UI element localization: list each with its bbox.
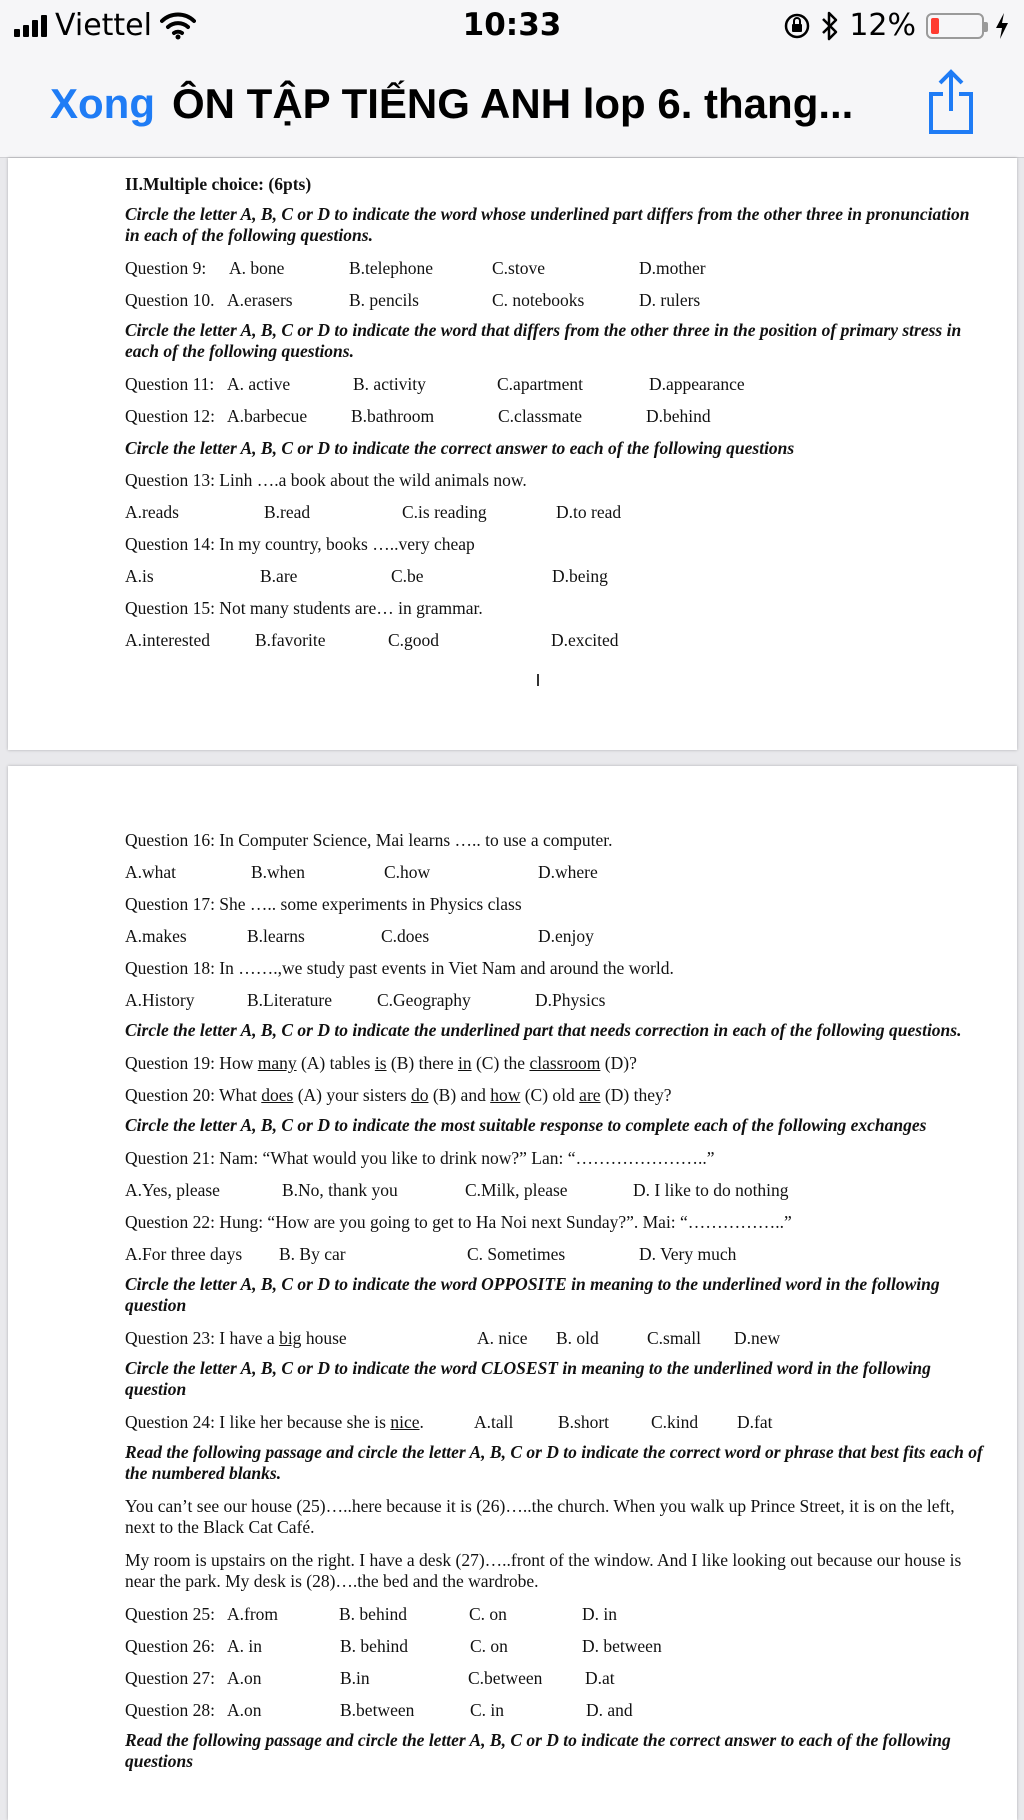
question-14-options <box>125 560 985 592</box>
option-d: D.enjoy <box>538 926 594 946</box>
question-17-stem: Question 17: She ….. some experiments in Physics class <box>125 894 522 914</box>
option-c: C.apartment <box>497 374 584 394</box>
passage-paragraph: My room is upstairs on the right. I have a desk (27)…..front of the window. And I like looking out because our house is near the park. My desk is (28)….the bed and the wardrobe. <box>125 1550 962 1591</box>
option-a: A.tall <box>474 1412 514 1432</box>
question-label: Question 26: <box>125 1636 215 1656</box>
passage-paragraph: You can’t see our house (25)…..here because it is (26)…..the church. When you walk up Prince Street, it is on the left, next to the Black Cat Café. <box>125 1496 955 1537</box>
question-label: Question 27: <box>125 1668 215 1688</box>
nav-bar <box>0 50 1024 158</box>
option-b: B. pencils <box>349 290 419 310</box>
page-2-content <box>125 824 985 1778</box>
question-10 <box>125 284 985 316</box>
option-a: A.interested <box>125 630 211 650</box>
option-b: B.bathroom <box>351 406 435 426</box>
option-c: C. on <box>469 1604 507 1624</box>
instruction: Circle the letter A, B, C or D to indicate the word whose underlined part differs from the other three in pronunciation in each of the following questions. <box>125 204 970 245</box>
option-d: D.behind <box>646 406 711 426</box>
document-page-2[interactable] <box>8 766 1017 1820</box>
option-a: A.Yes, please <box>125 1180 220 1200</box>
option-a: A.erasers <box>227 290 293 310</box>
question-13-stem: Question 13: Linh ….a book about the wild animals now. <box>125 470 527 490</box>
status-bar <box>0 0 1024 50</box>
question-15-options <box>125 624 985 656</box>
option-c: C.stove <box>492 258 545 278</box>
text-cursor <box>537 674 539 686</box>
option-b: B.learns <box>247 926 305 946</box>
question-label: Question 9: <box>125 258 207 278</box>
option-d: D. between <box>582 1636 662 1656</box>
option-a: A.For three days <box>125 1244 243 1264</box>
option-a: A. nice <box>477 1328 528 1348</box>
option-c: C.does <box>381 926 430 946</box>
question-11 <box>125 368 985 400</box>
question-label: Question 25: <box>125 1604 215 1624</box>
option-c: C. on <box>470 1636 508 1656</box>
option-d: D. and <box>586 1700 633 1720</box>
option-d: D. in <box>582 1604 617 1624</box>
instruction: Read the following passage and circle the letter A, B, C or D to indicate the correct answer to each of the following questions <box>125 1730 951 1771</box>
option-b: B. By car <box>279 1244 346 1264</box>
status-right <box>783 8 1010 43</box>
question-26 <box>125 1630 985 1662</box>
option-a: A.from <box>227 1604 279 1624</box>
option-d: D. Very much <box>639 1244 737 1264</box>
question-9 <box>125 252 985 284</box>
option-a: A. in <box>227 1636 262 1656</box>
page-1-content <box>125 168 985 656</box>
option-c: C.how <box>384 862 431 882</box>
instruction: Circle the letter A, B, C or D to indicate the underlined part that needs correction in each of the following questions. <box>125 1020 962 1040</box>
bluetooth-icon <box>821 11 839 41</box>
question-label: Question 12: <box>125 406 215 426</box>
option-d: D. I like to do nothing <box>633 1180 789 1200</box>
option-c: C.kind <box>651 1412 699 1432</box>
option-a: A.on <box>227 1700 262 1720</box>
question-label: Question 28: <box>125 1700 215 1720</box>
question-label: Question 11: <box>125 374 215 394</box>
option-d: D.new <box>734 1328 781 1348</box>
clock: 10:33 <box>462 7 562 43</box>
option-a: A.makes <box>125 926 187 946</box>
question-28 <box>125 1694 985 1726</box>
option-b: B.short <box>558 1412 610 1432</box>
question-27 <box>125 1662 985 1694</box>
instruction: Circle the letter A, B, C or D to indicate the correct answer to each of the following questions <box>125 438 795 458</box>
option-d: D.excited <box>551 630 619 650</box>
option-a: A.is <box>125 566 154 586</box>
option-a: A.what <box>125 862 177 882</box>
option-b: B.read <box>264 502 311 522</box>
option-c: C.be <box>391 566 424 586</box>
option-b: B. behind <box>339 1604 408 1624</box>
question-13-options <box>125 496 985 528</box>
option-d: D. rulers <box>639 290 701 310</box>
option-d: D.appearance <box>649 374 745 394</box>
question-14-stem: Question 14: In my country, books …..very cheap <box>125 534 475 554</box>
question-25 <box>125 1598 985 1630</box>
battery-icon <box>926 13 984 39</box>
question-21-options <box>125 1174 985 1206</box>
instruction: Circle the letter A, B, C or D to indicate the word that differs from the other three in the position of primary stress in each of the following questions. <box>125 320 962 361</box>
question-20: Question 20: What does (A) your sisters do (B) and how (C) old are (D) they? <box>125 1085 672 1105</box>
option-b: B. old <box>556 1328 599 1348</box>
option-b: B.when <box>251 862 305 882</box>
option-b: B.telephone <box>349 258 434 278</box>
option-b: B.in <box>340 1668 370 1688</box>
instruction: Circle the letter A, B, C or D to indicate the word OPPOSITE in meaning to the underlined word in the following question <box>125 1274 940 1315</box>
option-c: C.good <box>388 630 440 650</box>
instruction: Read the following passage and circle the letter A, B, C or D to indicate the correct word or phrase that best fits each of the numbered blanks. <box>125 1442 983 1483</box>
option-a: A. bone <box>229 258 285 278</box>
question-23: Question 23: I have a big house A. nice B. old C.small D.new <box>125 1322 985 1354</box>
option-d: D.at <box>585 1668 615 1688</box>
option-c: C.classmate <box>498 406 583 426</box>
question-18-options <box>125 984 985 1016</box>
option-d: D.Physics <box>535 990 606 1010</box>
option-a: A.barbecue <box>227 406 308 426</box>
option-b: B.between <box>340 1700 415 1720</box>
option-c: C. Sometimes <box>467 1244 566 1264</box>
option-b: B.No, thank you <box>282 1180 398 1200</box>
charging-icon <box>994 12 1010 40</box>
question-16-stem: Question 16: In Computer Science, Mai learns ….. to use a computer. <box>125 830 613 850</box>
option-c: C.small <box>647 1328 701 1348</box>
option-a: A.reads <box>125 502 179 522</box>
question-24: Question 24: I like her because she is nice. A.tall B.short C.kind D.fat <box>125 1406 985 1438</box>
carrier-name: Viettel <box>55 8 152 43</box>
option-c: C.is reading <box>402 502 487 522</box>
question-22-options <box>125 1238 985 1270</box>
orientation-lock-icon <box>783 12 811 40</box>
option-c: C. in <box>470 1700 505 1720</box>
option-d: D.where <box>538 862 598 882</box>
question-15-stem: Question 15: Not many students are… in grammar. <box>125 598 483 618</box>
option-d: D.to read <box>556 502 622 522</box>
question-21-stem: Question 21: Nam: “What would you like to drink now?” Lan: “…………………..” <box>125 1148 715 1168</box>
option-a: A.History <box>125 990 195 1010</box>
share-icon[interactable] <box>926 66 976 136</box>
option-a: A.on <box>227 1668 262 1688</box>
question-label: Question 10. <box>125 290 215 310</box>
question-18-stem: Question 18: In …….,we study past events in Viet Nam and around the world. <box>125 958 674 978</box>
option-d: D.mother <box>639 258 706 278</box>
option-b: B. behind <box>340 1636 409 1656</box>
section-heading: II.Multiple choice: (6pts) <box>125 174 312 194</box>
option-c: C.between <box>468 1668 543 1688</box>
battery-percent: 12% <box>849 8 916 43</box>
instruction: Circle the letter A, B, C or D to indicate the most suitable response to complete each of the following exchanges <box>125 1115 927 1135</box>
instruction: Circle the letter A, B, C or D to indicate the word CLOSEST in meaning to the underlined word in the following question <box>125 1358 931 1399</box>
document-title: ÔN TẬP TIẾNG ANH lop 6. thang... <box>172 80 854 127</box>
option-c: C.Milk, please <box>465 1180 568 1200</box>
option-d: D.being <box>552 566 608 586</box>
question-22-stem: Question 22: Hung: “How are you going to get to Ha Noi next Sunday?”. Mai: “……………..” <box>125 1212 792 1232</box>
question-17-options <box>125 920 985 952</box>
option-b: B.are <box>260 566 298 586</box>
question-12 <box>125 400 985 432</box>
option-c: C.Geography <box>377 990 471 1010</box>
option-c: C. notebooks <box>492 290 585 310</box>
option-a: A. active <box>227 374 291 394</box>
question-19: Question 19: How many (A) tables is (B) there in (C) the classroom (D)? <box>125 1053 637 1073</box>
question-16-options <box>125 856 985 888</box>
done-button[interactable]: Xong <box>50 80 155 127</box>
option-b: B.favorite <box>255 630 326 650</box>
option-b: B. activity <box>353 374 426 394</box>
option-b: B.Literature <box>247 990 333 1010</box>
option-d: D.fat <box>737 1412 773 1432</box>
document-page-1[interactable] <box>8 158 1017 750</box>
